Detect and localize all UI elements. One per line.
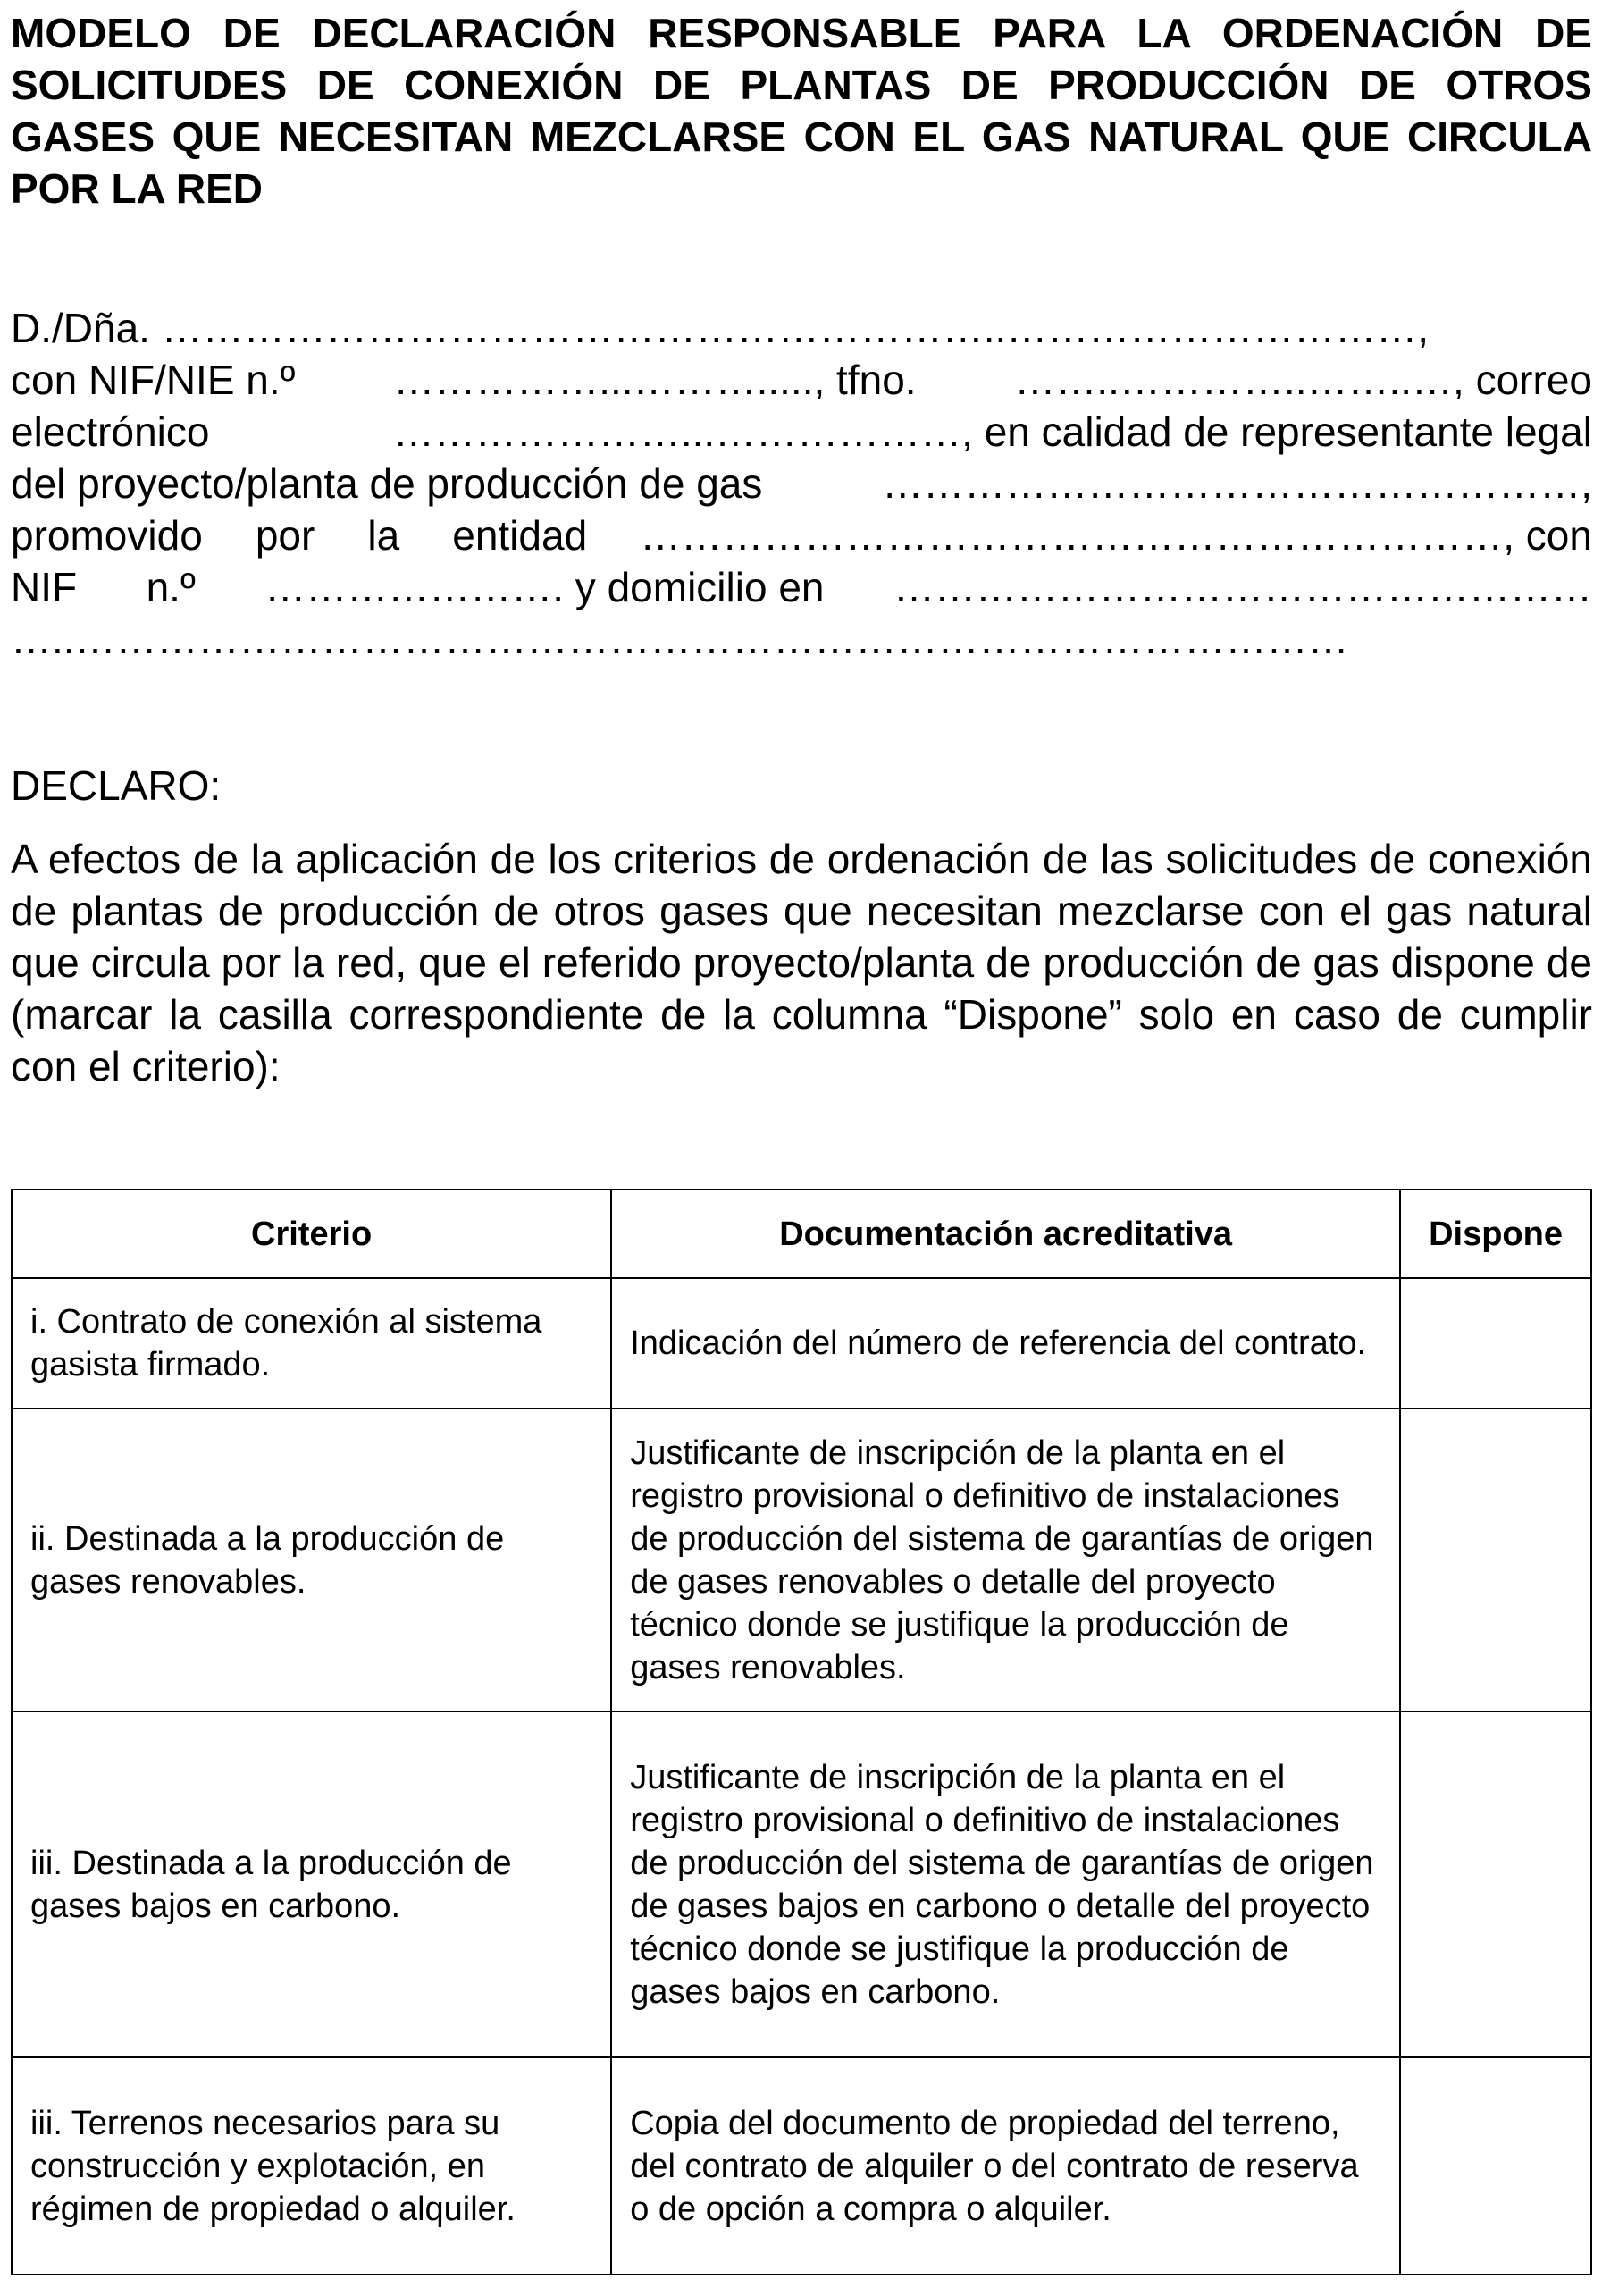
dispone-checkbox-cell[interactable] [1400, 1278, 1591, 1409]
header-criterio: Criterio [12, 1190, 611, 1278]
nif-field[interactable]: ……………...………....., tfno. [393, 357, 917, 403]
entity-nif-field[interactable]: …………………. y domicilio en [264, 564, 825, 610]
table-row [12, 1711, 1591, 2057]
phone-field[interactable]: ……..…………..……..…, correo [1014, 357, 1592, 403]
project-label: del proyecto/planta de producción de gas [11, 460, 763, 507]
promoter-entity-field[interactable]: ………………………………………………………, con [640, 512, 1592, 559]
dispone-checkbox-cell[interactable] [1400, 1409, 1591, 1711]
entity-nif-line [11, 561, 1592, 613]
criterio-cell: i. Contrato de conexión al sistema gasista firmado. [12, 1278, 611, 1409]
promoter-word-1: promovido [11, 512, 203, 559]
project-field[interactable]: ……………………………………………, [882, 460, 1592, 507]
promoter-word-4: entidad [452, 512, 588, 559]
declaro-heading: DECLARO: [11, 762, 222, 809]
declarant-nif-line [11, 354, 1592, 406]
table-row [12, 1409, 1591, 1711]
document-title: MODELO DE DECLARACIÓN RESPONSABLE PARA LA ORDENACIÓN DE SOLICITUDES DE CONEXIÓN DE PLANTAS DE PRODUCCIÓN DE OTROS GASES QUE NECESITAN MEZCLARSE CON EL GAS NATURAL QUE CIRCULA POR LA RED [11, 10, 1592, 212]
declarant-block [11, 302, 1592, 665]
dispone-checkbox-cell[interactable] [1400, 1711, 1591, 2057]
domicile-continuation-line [11, 613, 1592, 665]
declarant-name-line [11, 302, 1592, 354]
email-field[interactable]: …………………...………………, en calidad de representante legal [392, 408, 1592, 455]
declarant-email-line [11, 406, 1592, 458]
promoter-line [11, 509, 1592, 561]
documentacion-cell: Copia del documento de propiedad del terreno, del contrato de alquiler o del contrato de reserva o de opción a compra o alquiler. [611, 2057, 1400, 2275]
dispone-checkbox-cell[interactable] [1400, 2057, 1591, 2275]
declarant-name-field[interactable]: D./Dña. ……………………………………………………..…………………………, [11, 305, 1430, 351]
entity-nif-word-1: NIF [11, 564, 78, 610]
documentacion-cell: Justificante de inscripción de la planta en el registro provisional o definitivo de instalaciones de producción del sistema de garantías de origen de gases bajos en carbono o detalle del proyecto técnico donde se justifique la producción de gases bajos en carbono. [611, 1711, 1400, 2057]
entity-nif-word-2: n.º [146, 564, 196, 610]
criterio-cell: ii. Destinada a la producción de gases renovables. [12, 1409, 611, 1711]
email-label: electrónico [11, 408, 210, 455]
promoter-word-2: por [255, 512, 315, 559]
promoter-word-3: la [367, 512, 400, 559]
header-documentacion: Documentación acreditativa [611, 1190, 1400, 1278]
document-page [11, 0, 1592, 2228]
nif-label: con NIF/NIE n.º [11, 357, 296, 403]
criteria-table [11, 1189, 1592, 2275]
domicile-continuation-field[interactable]: …..………………………………………………………………………………… [11, 616, 1349, 662]
criterio-cell: iii. Terrenos necesarios para su construcción y explotación, en régimen de propiedad o alquiler. [12, 2057, 611, 2275]
header-dispone: Dispone [1400, 1190, 1591, 1278]
table-header-row [12, 1190, 1591, 1278]
declaro-paragraph: A efectos de la aplicación de los criterios de ordenación de las solicitudes de conexión de plantas de producción de otros gases que necesitan mezclarse con el gas natural que circula por la red, que el referido proyecto/planta de producción de gas dispone de (marcar la casilla correspondiente de la columna “Dispone” solo en caso de cumplir con el criterio): [11, 836, 1592, 1089]
documentacion-cell: Justificante de inscripción de la planta en el registro provisional o definitivo de instalaciones de producción del sistema de garantías de origen de gases renovables o detalle del proyecto técnico donde se justifique la producción de gases renovables. [611, 1409, 1400, 1711]
project-line [11, 458, 1592, 509]
domicile-field[interactable]: …………………………………………… [893, 564, 1592, 610]
documentacion-cell: Indicación del número de referencia del contrato. [611, 1278, 1400, 1409]
criterio-cell: iii. Destinada a la producción de gases bajos en carbono. [12, 1711, 611, 2057]
table-row [12, 2057, 1591, 2275]
table-row [12, 1278, 1591, 1409]
